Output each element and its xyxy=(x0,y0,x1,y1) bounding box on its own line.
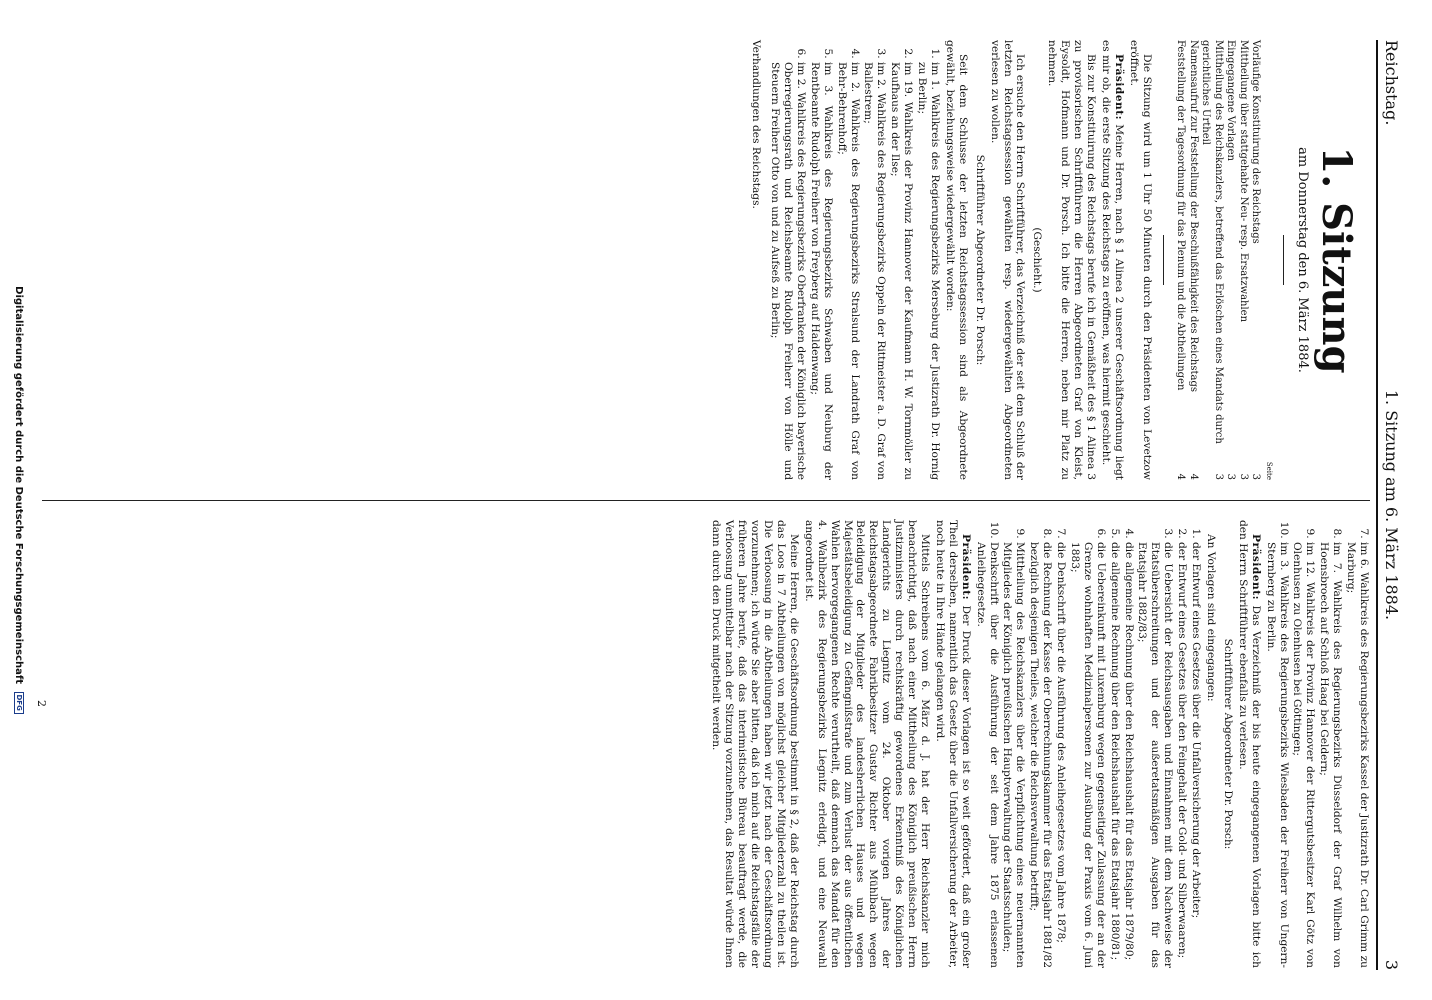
running-header xyxy=(1376,40,1404,970)
dfg-logo: DFG xyxy=(14,692,24,714)
toc-entry-title: Namensaufruf zur Feststellung der Beschlußfähigkeit des Reichstags xyxy=(1187,40,1199,393)
speaker-label: Präsident: xyxy=(1112,54,1125,121)
toc-entry-page: 3 xyxy=(1250,473,1262,480)
list-item: 5. im 3. Wahlkreis des Regierungsbezirks Schwaben und Neuburg der Rentbeamte Rudolph Freiherr von Freyberg auf Haldenwang; xyxy=(808,62,834,480)
list-item: 4. im 2. Wahlkreis des Regierungsbezirks Stralsund der Landrath Graf von Behr-Behrenhoff; xyxy=(835,62,861,480)
list-item: 1. im 1. Wahlkreis des Regierungsbezirks Merseburg der Justizrath Dr. Hornig zu Berlin; xyxy=(915,62,941,480)
list-item: 10. Denkschrift über die Ausführung der seit dem Jahre 1875 erlassenen Anleihegesetze. xyxy=(974,542,1000,968)
toc-entry-title: Feststellung der Tagesordnung für das Plenum und die Abtheilungen xyxy=(1175,40,1187,391)
list-item: 8. die Rechnung der Kasse der Oberrechnungskammer für das Etatsjahr 1881/82 bezüglich desjenigen Theiles, welcher die Reichsverwaltung betrifft; xyxy=(1027,542,1053,968)
toc-entry xyxy=(1186,40,1199,480)
secretary-intro: Seit dem Schlusse der letzten Reichstagssession sind als Abgeordnete gewählt, beziehungsweise wiedergewählt worden: xyxy=(943,40,969,480)
session-title: 1. Sitzung xyxy=(1313,146,1360,374)
list-item: 6. im 2. Wahlkreis des Regierungsbezirks Oberfranken der Königlich bayerische Oberregierungsrath und Reichsbeamte Rudolph Freiherr von Hölle und Steuern Freiherr Otto von und zu Aufseß zu Berlin; xyxy=(768,62,807,480)
submissions-intro: An Vorlagen sind eingegangen: xyxy=(1205,534,1218,702)
header-center: 1. Sitzung am 6. März 1884. xyxy=(1382,389,1401,621)
speaker-label: Präsident: xyxy=(1249,534,1262,601)
left-column xyxy=(45,40,1370,480)
toc-entry xyxy=(1199,40,1224,480)
toc-entry xyxy=(1224,40,1237,480)
elected-members-list-continued xyxy=(1264,520,1370,968)
list-item: 1. der Entwurf eines Gesetzes über die Unfallversicherung der Arbeiter; xyxy=(1189,542,1202,968)
toc-entry xyxy=(1236,40,1249,480)
column-divider xyxy=(42,500,1370,501)
toc-entry-page: 4 xyxy=(1175,473,1187,480)
list-item: 2. der Entwurf eines Gesetzes über den Feingehalt der Gold- und Silberwaaren; xyxy=(1175,542,1188,968)
digitization-text: Digitalisierung gefördert durch die Deutsche Forschungsgemeinschaft xyxy=(13,286,24,685)
toc-page-heading: Seite xyxy=(1265,461,1273,480)
list-item: 7. die Denkschrift über die Ausführung des Anleihegesetzes vom Jahre 1878; xyxy=(1054,542,1067,968)
president-speech-6: Mittels Schreibens vom 6. März d. J. hat der Herr Reichskanzler mich benachrichtigt, daß nach einer Mittheilung des Königlich preußischen Herrn Justizministers durch rechtskräftig gewordenes Erkenntniß des Königlichen Landgerichts zu Liegnitz vom 24. Oktober vorigen Jahres der Reichstagsabgeordnete Fabrikbesitzer Gustav Richter aus Mühlbach wegen Beleidigung der Mitglieder des landesherrlichen Hauses und wegen Majestätsbeleidigung zu Gefängnißstrafe und zum Verlust der aus öffentlichen Wahlen hervorgegangenen Rechte verurtheilt, daß demnach das Mandat für den 4. Wahlbezirk des Regierungsbezirks Liegnitz erledigt, und eine Neuwahl angeordnet ist. xyxy=(802,520,931,968)
president-speech-7: Meine Herren, die Geschäftsordnung bestimmt in § 2, daß der Reichstag durch das Loos in 7 Abtheilungen von möglichst gleicher Mitgliederzahl zu theilen ist. Die Verloosung in die Abtheilungen haben wir jetzt nach der Geschäftsordnung vorzunehmen; ich würde Sie aber bitten, daß ich mich auf die Reichstagsfälle der früheren Jahre berufe, daß das interimistische Büreau beauftragt werde, die Verloosung unmittelbar nach der Sitzung vorzunehmen, das Resultat würde Ihnen dann durch den Druck mitgetheilt werden. xyxy=(710,520,800,968)
secretary-label-2: Schriftführer Abgeordneter Dr. Porsch: xyxy=(1221,638,1234,850)
president-speech-1: Präsident: Meine Herren, nach § 1 Alinea 2 unserer Geschäftsordnung liegt es mir ob, die erste Sitzung des Reichstags zu eröffnen, was hiermit geschieht. xyxy=(1099,40,1125,481)
page-signature-mark: 2 xyxy=(35,700,48,707)
toc-entry-title: Eingegangene Vorlagen xyxy=(1225,40,1237,161)
list-item: 2. im 19. Wahlkreis der Provinz Hannover der Kaufmann H. W. Tornmöller zu Kaufhaus an der Ilse; xyxy=(888,62,914,480)
title-rule xyxy=(1283,235,1284,285)
toc-entry-page: 3 xyxy=(1212,473,1224,480)
president-speech-4: Präsident: Das Verzeichniß der bis heute eingegangenen Vorlagen bitte ich den Herrn Schriftführer ebenfalls zu verlesen. xyxy=(1236,520,1262,968)
toc-entry-page: 3 xyxy=(1237,473,1249,480)
list-item: 5. die allgemeine Rechnung über den Reichshaushalt für das Etatsjahr 1880/81; xyxy=(1108,542,1121,968)
session-date: am Donnerstag den 6. März 1884. xyxy=(1295,147,1310,373)
president-speech-2: Bis zur Konstituirung des Reichstags berufe ich in Gemäßheit des § 1 Alinea 3 zu provisorischen Schriftführern die Herren Abgeordneten Graf von Kleist, Eysoldt, Hofmann und Dr. Porsch. Ich bitte die Herren, neben mir Platz zu nehmen. xyxy=(1046,40,1097,480)
header-page-number: 3 xyxy=(1382,959,1401,970)
list-item: 6. die Uebereinkunft mit Luxemburg wegen gegenseitiger Zulassung der an der Grenze wohnhaften Medizinalpersonen zur Ausübung der Praxis vom 6. Juni 1883; xyxy=(1068,542,1107,968)
toc-entry xyxy=(1174,40,1187,480)
right-column xyxy=(45,520,1370,968)
toc-entry-title: Mittheilung über stattgehabte Neu- resp. Ersatzwahlen xyxy=(1237,40,1249,323)
list-item: 4. die allgemeine Rechnung über den Reichshaushalt für das Etatsjahr 1879/80; xyxy=(1122,542,1135,968)
list-item: 3. die Uebersicht der Reichsausgaben und Einnahmen mit dem Nachweise der Etatsüberschreitungen und der außeretatsmäßigen Ausgaben für das Etatsjahr 1882/83; xyxy=(1136,542,1175,968)
toc-entry-title: Vorläufige Konstituirung des Reichstags xyxy=(1250,40,1262,244)
digitization-credit xyxy=(13,0,24,1000)
opening-paragraph: Die Sitzung wird um 1 Uhr 50 Minuten durch den Präsidenten von Levetzow eröffnet. xyxy=(1127,40,1153,480)
table-of-contents xyxy=(1174,40,1262,480)
toc-entry-title: Mittheilung des Reichskanzlers, betreffend das Erlöschen eines Mandats durch gerichtliches Urtheil xyxy=(1200,40,1224,444)
list-item: 3. im 2. Wahlkreis des Regierungsbezirks Oppeln der Rittmeister a. D. Graf von Ballestrem; xyxy=(862,62,888,480)
toc-entry xyxy=(1249,40,1262,480)
elected-members-list xyxy=(768,40,941,480)
toc-rule xyxy=(1163,235,1164,285)
submissions-list xyxy=(974,520,1202,968)
toc-entry-page: 3 xyxy=(1225,473,1237,480)
list-item: 9. Mittheilung des Reichskanzlers über die Verpflichtung eines neuernannten Mitgliedes der Königlich preußischen Hauptverwaltung der Staatsschulden; xyxy=(1001,542,1027,968)
list-item: 8. im 7. Wahlkreis des Regierungsbezirks Düsseldorf der Graf Wilhelm von Hoensbroech auf Schloß Haag bei Geldern; xyxy=(1317,542,1343,968)
footer-note: Verhandlungen des Reichstags. xyxy=(750,40,763,209)
stage-direction: (Geschieht.) xyxy=(1031,227,1044,293)
list-item: 7. im 6. Wahlkreis des Regierungsbezirks Kassel der Justizrath Dr. Carl Grimm zu Marburg; xyxy=(1344,542,1370,968)
president-speech-5: Präsident: Der Druck dieser Vorlagen ist so weit gefördert, daß ein großer Theil derselben, namentlich das Gesetz über die Unfallversicherung der Arbeiter, noch heute in Ihre Hände gelangen wird. xyxy=(933,520,972,968)
toc-entry-page: 4 xyxy=(1187,473,1199,480)
list-item: 9. im 12. Wahlkreis der Provinz Hannover der Rittergutsbesitzer Karl Götz von Olenhusen zu Olenhusen bei Göttingen; xyxy=(1291,542,1317,968)
secretary-label: Schriftführer Abgeordneter Dr. Porsch: xyxy=(973,154,986,366)
header-left: Reichstag. xyxy=(1382,40,1401,126)
president-speech-3: Ich ersuche den Herrn Schriftführer, das Verzeichniß der seit dem Schluß der letzten Reichstagssession gewählten resp. wiedergewählten Abgeordneten verlesen zu wollen. xyxy=(988,40,1027,480)
speaker-label: Präsident: xyxy=(959,534,972,601)
list-item: 10. im 3. Wahlkreis des Regierungsbezirks Wiesbaden der Freiherr von Ungern-Sternberg zu Berlin. xyxy=(1264,542,1290,968)
